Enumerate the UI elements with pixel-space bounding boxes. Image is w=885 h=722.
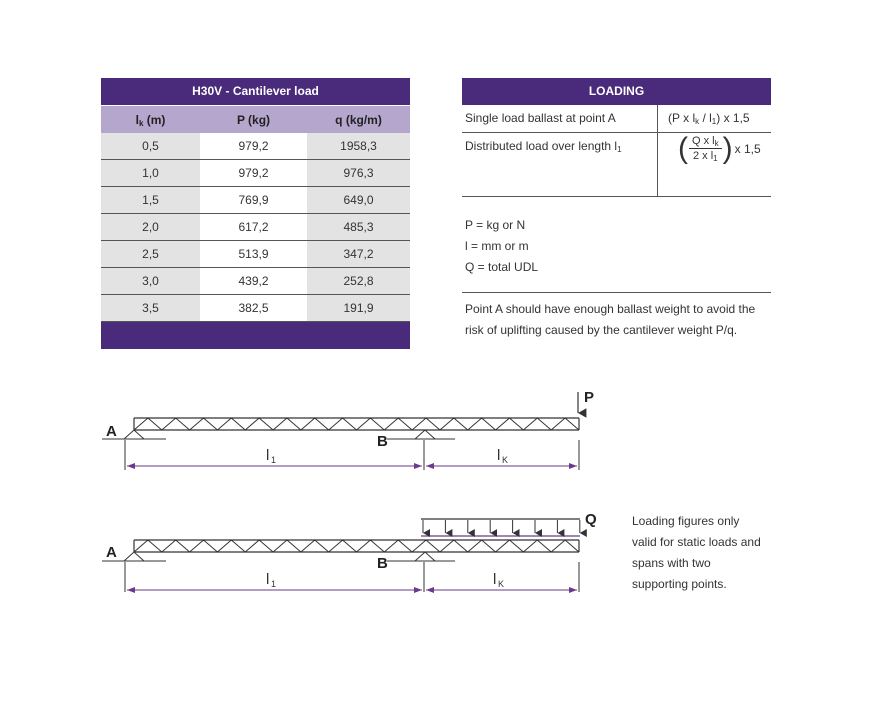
cell-lk: 0,5 <box>101 133 200 159</box>
cell-q: 485,3 <box>307 214 410 240</box>
diagram-single-load <box>102 389 594 470</box>
cell-p: 769,9 <box>200 187 307 213</box>
truss-lacing <box>134 418 579 430</box>
header-q: q (kg/m) <box>335 113 382 127</box>
cell-p: 513,9 <box>200 241 307 267</box>
dimension-subscript: 1 <box>271 455 277 465</box>
support-label: A <box>106 544 117 561</box>
static-load-note: Loading figures only valid for static loads and spans with two supporting points. <box>632 514 761 591</box>
ballast-note: Point A should have enough ballast weight to avoid the risk of uplifting caused by the cantilever weight P/q. <box>465 302 756 337</box>
distributed-load-label: Distributed load over length $l_1$ <box>465 139 622 154</box>
cell-lk: 1,5 <box>101 187 200 213</box>
dimension-label: l <box>493 571 497 588</box>
cell-p: 382,5 <box>200 295 307 321</box>
dimension-label: l <box>497 447 501 464</box>
cell-lk: 3,5 <box>101 295 200 321</box>
cell-lk: 2,0 <box>101 214 200 240</box>
cell-lk: 3,0 <box>101 268 200 294</box>
dimension-subscript: 1 <box>271 579 277 589</box>
cell-q: 347,2 <box>307 241 410 267</box>
cell-lk: 1,0 <box>101 160 200 186</box>
cell-q: 649,0 <box>307 187 410 213</box>
support-label: A <box>106 423 117 440</box>
truss-lacing <box>134 540 579 552</box>
unit-p: P = kg or N <box>465 218 526 232</box>
unit-l: l = mm or m <box>465 239 529 253</box>
distributed-load-label: Q <box>585 511 597 528</box>
support-icon <box>415 552 435 561</box>
unit-q: Q = total UDL <box>465 260 539 274</box>
loading-table-title: LOADING <box>462 78 771 105</box>
header-lk: $l_k$ (m) <box>135 113 166 128</box>
cell-p: 617,2 <box>200 214 307 240</box>
header-p: P (kg) <box>236 113 271 127</box>
diagram-distributed-load <box>102 511 597 592</box>
cell-q: 976,3 <box>307 160 410 186</box>
cell-lk: 2,5 <box>101 241 200 267</box>
cantilever-table-title: H30V - Cantilever load <box>101 78 410 105</box>
dimension-label: l <box>266 571 270 588</box>
dimension-subscript: K <box>502 455 509 465</box>
single-load-formula: (P x $l_k / l_1$) x 1,5 <box>657 105 771 132</box>
dimension-label: l <box>266 447 270 464</box>
dimension-subscript: K <box>498 579 505 589</box>
support-label: B <box>377 433 388 450</box>
single-load-label: Single load ballast at point A <box>465 111 616 125</box>
cell-q: 1958,3 <box>307 133 410 159</box>
cell-q: 252,8 <box>307 268 410 294</box>
point-load-label: P <box>584 389 595 406</box>
support-label: B <box>377 555 388 572</box>
distributed-load-formula: ( $\frac{Q x l_k}{2 x l_1}$ ) x 1,5 <box>657 133 771 196</box>
cell-q: 191,9 <box>307 295 410 321</box>
support-icon <box>124 552 144 561</box>
cell-p: 979,2 <box>200 133 307 159</box>
support-icon <box>124 430 144 439</box>
support-icon <box>415 430 435 439</box>
cell-p: 439,2 <box>200 268 307 294</box>
cell-p: 979,2 <box>200 160 307 186</box>
